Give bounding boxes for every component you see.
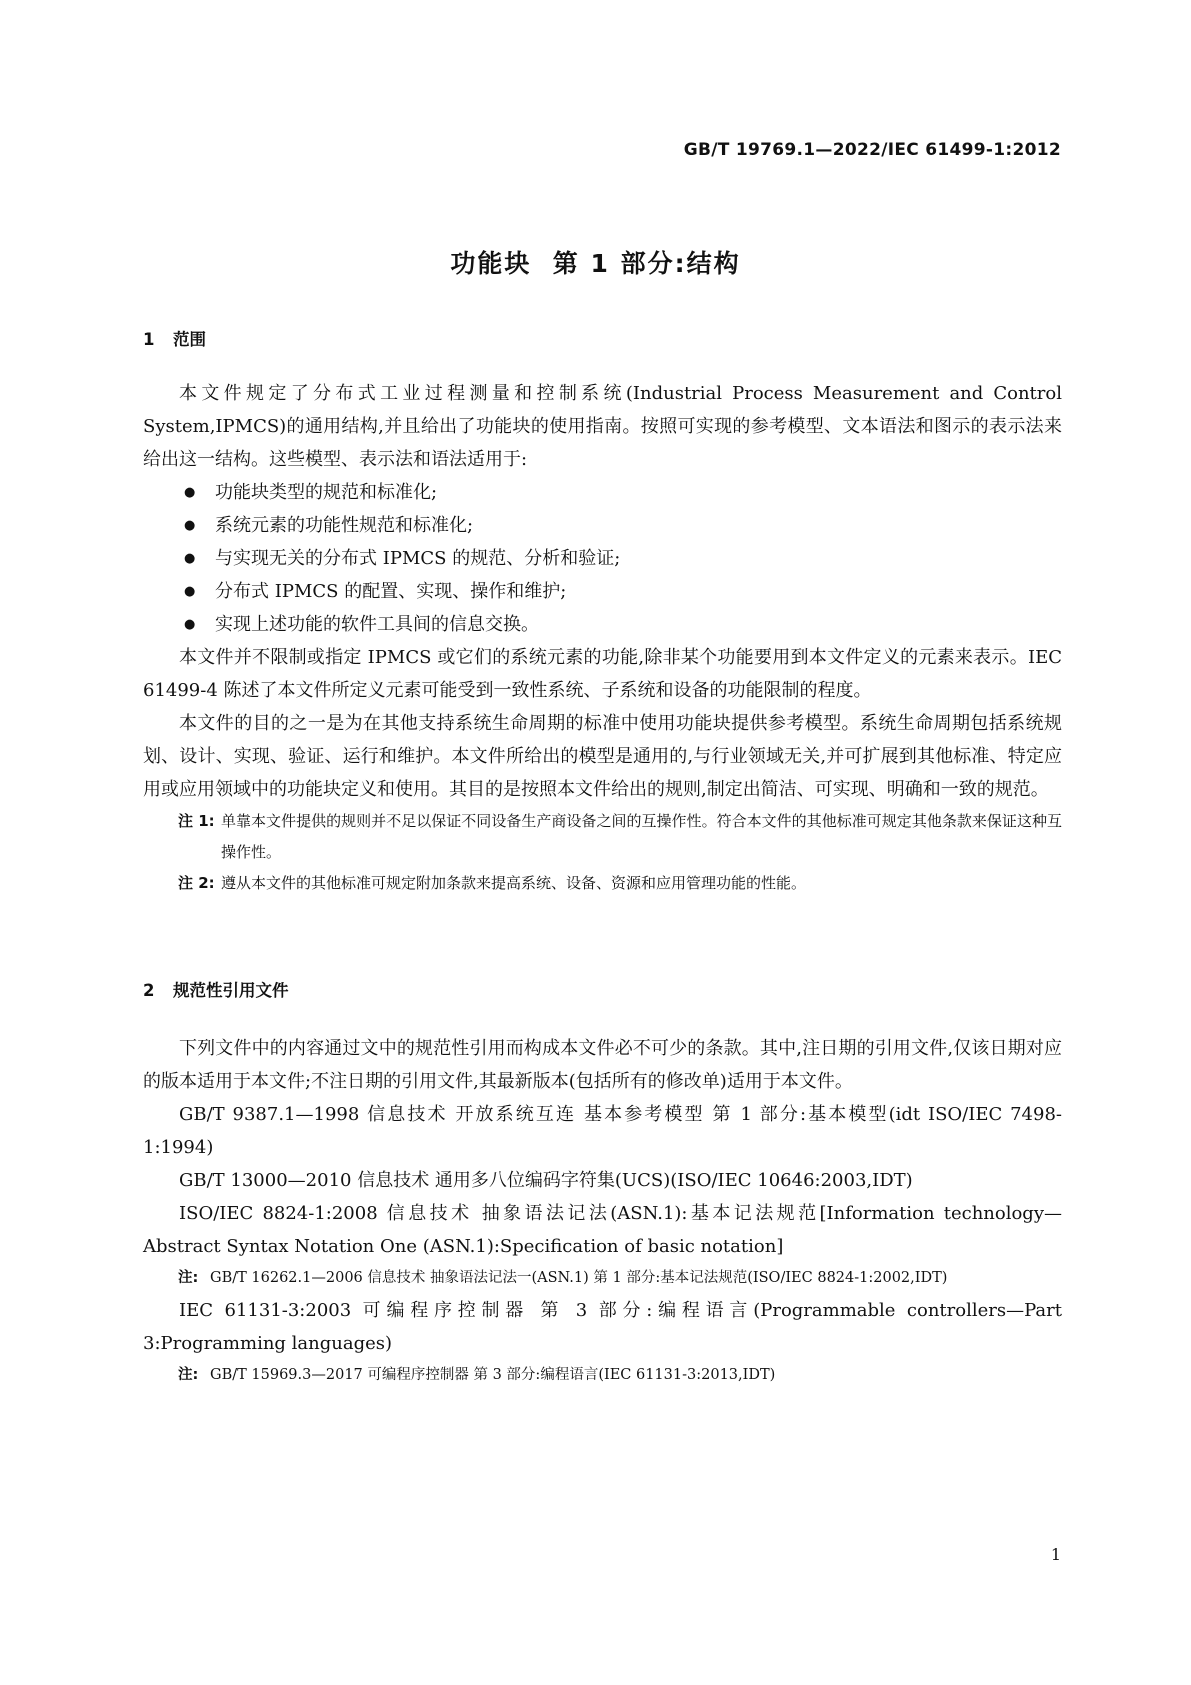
scope-paragraph-2: 本文件并不限制或指定 IPMCS 或它们的系统元素的功能,除非某个功能要用到本文件定义的元素来表示。IEC 61499-4 陈述了本文件所定义元素可能受到一致性系统、子系统和设备的功能限制的程度。 xyxy=(143,647,1062,701)
reference-iec-61131-note xyxy=(143,1360,1062,1391)
section-1-title: 范围 xyxy=(173,330,206,349)
document-title: 功能块 第 1 部分:结构 xyxy=(450,249,741,278)
scope-bullet-list xyxy=(143,476,1062,641)
list-item: ● 系统元素的功能性规范和标准化; xyxy=(143,509,1062,542)
list-item: ● 功能块类型的规范和标准化; xyxy=(143,476,1062,509)
reference-iso-8824-note xyxy=(143,1263,1062,1294)
reference-iso-8824: ISO/IEC 8824-1:2008 信息技术 抽象语法记法(ASN.1):基本记法规范[Information technology—Abstract Syntax Notation One (ASN.1):Specification of basic notation] xyxy=(143,1203,1062,1257)
list-item: ● 分布式 IPMCS 的配置、实现、操作和维护; xyxy=(143,575,1062,608)
note-text: GB/T 16262.1—2006 信息技术 抽象语法记法一(ASN.1) 第 1 部分:基本记法规范(ISO/IEC 8824-1:2002,IDT) xyxy=(210,1270,948,1286)
note-1-label: 注 1: xyxy=(178,812,215,830)
scope-paragraph-3: 本文件的目的之一是为在其他支持系统生命周期的标准中使用功能块提供参考模型。系统生命周期包括系统规划、设计、实现、验证、运行和维护。本文件所给出的模型是通用的,与行业领域无关,并可扩展到其他标准、特定应用或应用领域中的功能块定义和使用。其目的是按照本文件给出的规则,制定出简洁、可实现、明确和一致的规范。 xyxy=(143,713,1062,800)
section-2-title: 规范性引用文件 xyxy=(173,981,289,1000)
note-2-label: 注 2: xyxy=(178,874,215,892)
note-text: GB/T 15969.3—2017 可编程序控制器 第 3 部分:编程语言(IEC 61131-3:2013,IDT) xyxy=(210,1367,776,1383)
list-item: ● 实现上述功能的软件工具间的信息交换。 xyxy=(143,608,1062,641)
note-2-text: 遵从本文件的其他标准可规定附加条款来提高系统、设备、资源和应用管理功能的性能。 xyxy=(221,874,807,892)
note-label: 注: xyxy=(178,1367,199,1383)
section-1-heading xyxy=(143,326,206,350)
note-label: 注: xyxy=(178,1270,199,1286)
note-2 xyxy=(143,868,1062,899)
section-1-number: 1 xyxy=(143,330,155,349)
page-number: 1 xyxy=(1050,1545,1061,1564)
reference-gbt-13000: GB/T 13000—2010 信息技术 通用多八位编码字符集(UCS)(ISO/IEC 10646:2003,IDT) xyxy=(179,1170,913,1191)
section-2-heading xyxy=(143,977,289,1001)
section-2-number: 2 xyxy=(143,981,155,1000)
standard-number-header: GB/T 19769.1—2022/IEC 61499-1:2012 xyxy=(683,140,1061,160)
scope-paragraph-1: 本文件规定了分布式工业过程测量和控制系统(Industrial Process Measurement and Control System,IPMCS)的通用结构,并且给出了功能块的使用指南。按照可实现的参考模型、文本语法和图示的表示法来给出这一结构。这些模型、表示法和语法适用于: xyxy=(143,383,1062,470)
reference-iec-61131: IEC 61131-3:2003 可编程序控制器 第 3 部分:编程语言(Programmable controllers—Part 3:Programming languages) xyxy=(143,1300,1062,1354)
reference-gbt-9387: GB/T 9387.1—1998 信息技术 开放系统互连 基本参考模型 第 1 部分:基本模型(idt ISO/IEC 7498-1:1994) xyxy=(143,1104,1062,1158)
normative-references-intro: 下列文件中的内容通过文中的规范性引用而构成本文件必不可少的条款。其中,注日期的引用文件,仅该日期对应的版本适用于本文件;不注日期的引用文件,其最新版本(包括所有的修改单)适用于本文件。 xyxy=(143,1038,1062,1092)
list-item: ● 与实现无关的分布式 IPMCS 的规范、分析和验证; xyxy=(143,542,1062,575)
note-1 xyxy=(143,806,1062,868)
section-2-body xyxy=(143,1032,1062,1391)
note-1-text: 单靠本文件提供的规则并不足以保证不同设备生产商设备之间的互操作性。符合本文件的其他标准可规定其他条款来保证这种互操作性。 xyxy=(221,812,1062,861)
section-1-body xyxy=(143,377,1062,899)
